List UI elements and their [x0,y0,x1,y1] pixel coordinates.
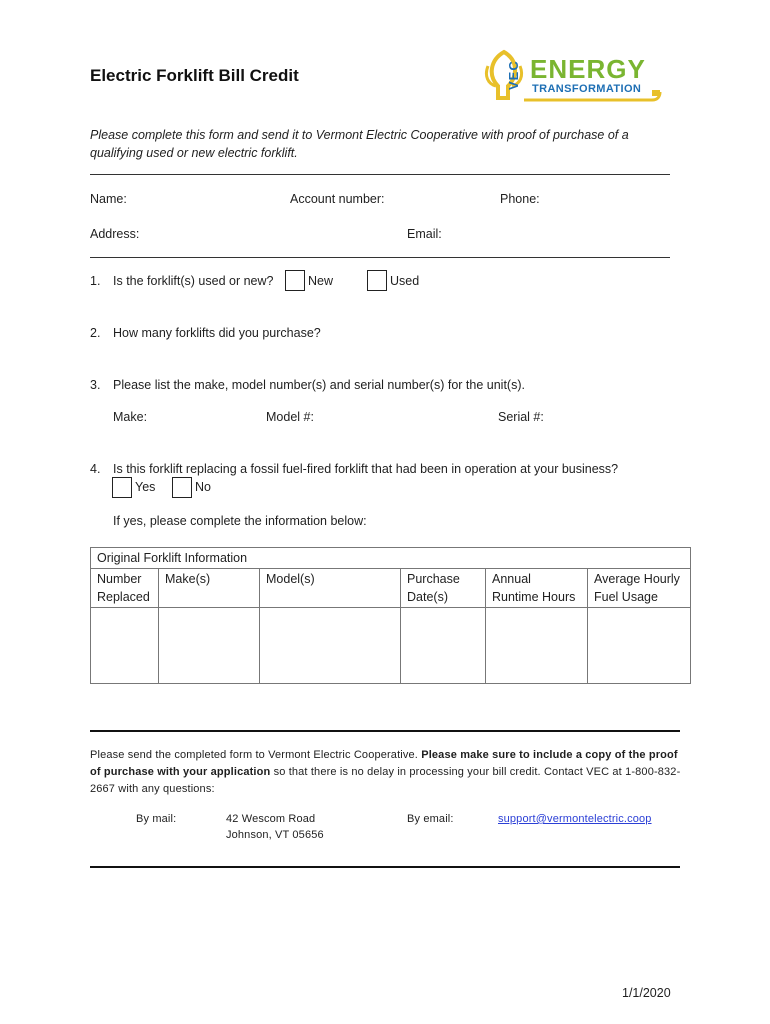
q1-number: 1. [90,274,101,288]
used-label: Used [390,274,420,288]
divider [90,257,670,258]
form-title: Electric Forklift Bill Credit [90,66,299,85]
mail-address-line1: 42 Wescom Road [226,813,316,825]
cell-annual-runtime-hours[interactable] [486,608,588,684]
cell-average-hourly-fuel-usage[interactable] [588,608,691,684]
q2-text: How many forklifts did you purchase? [113,326,321,340]
yes-checkbox[interactable] [112,477,132,498]
q4-followup: If yes, please complete the information below: [113,514,367,528]
footer-instructions: Please send the completed form to Vermont Electric Cooperative. Please make sure to include a copy of the proof of purchase with your application so that there is no delay in processing your bill credit. Contact VEC at 1-800-832-2667 with any questions: [90,749,681,795]
new-checkbox[interactable] [285,270,305,291]
by-email-label: By email: [407,813,454,825]
footer-top-rule [90,730,680,732]
q4-number: 4. [90,462,101,476]
by-mail-label: By mail: [136,813,177,825]
divider [90,174,670,175]
logo-energy-text: ENERGY [530,54,646,84]
name-label: Name: [90,192,127,206]
yes-label: Yes [135,480,156,494]
model-label: Model #: [266,410,314,424]
header-makes: Make(s) [159,569,260,608]
header-purchase-dates: Purchase Date(s) [401,569,486,608]
support-email-link[interactable]: support@vermontelectric.coop [498,813,652,825]
vec-energy-logo [484,46,664,110]
header-annual-runtime-hours: Annual Runtime Hours [486,569,588,608]
make-label: Make: [113,410,148,424]
logo-transformation-text: TRANSFORMATION [532,83,642,95]
no-label: No [195,480,211,494]
q1-text: Is the forklift(s) used or new? [113,274,274,288]
form-date: 1/1/2020 [622,986,671,1000]
logo-vec-text: VEC [506,60,521,90]
cell-number-replaced[interactable] [91,608,159,684]
table-caption: Original Forklift Information [91,548,691,569]
used-checkbox[interactable] [367,270,387,291]
q2-number: 2. [90,326,101,340]
cell-models[interactable] [260,608,401,684]
new-label: New [308,274,334,288]
phone-label: Phone: [500,192,540,206]
intro-text: Please complete this form and send it to Vermont Electric Cooperative with proof of purchase of a qualifying used or new electric forklift. [90,128,629,160]
serial-label: Serial #: [498,410,544,424]
mail-address-line2: Johnson, VT 05656 [226,829,324,841]
email-label: Email: [407,227,442,241]
footer-bottom-rule [90,866,680,868]
account-number-label: Account number: [290,192,385,206]
address-label: Address: [90,227,140,241]
no-checkbox[interactable] [172,477,192,498]
table-row[interactable] [91,608,691,684]
header-models: Model(s) [260,569,401,608]
q4-text: Is this forklift replacing a fossil fuel-fired forklift that had been in operation at your business? [113,462,619,476]
cell-purchase-dates[interactable] [401,608,486,684]
q3-text: Please list the make, model number(s) and serial number(s) for the unit(s). [113,378,525,392]
q3-number: 3. [90,378,101,392]
original-forklift-table [90,547,691,684]
cell-makes[interactable] [159,608,260,684]
table-header-row [91,569,691,608]
header-number-replaced: Number Replaced [91,569,159,608]
header-average-hourly-fuel-usage: Average Hourly Fuel Usage [588,569,691,608]
